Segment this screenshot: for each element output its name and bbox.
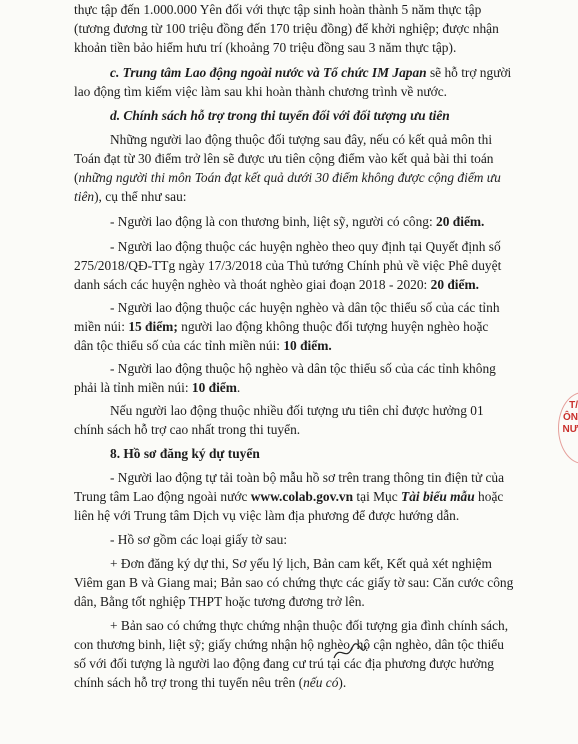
text-run: dân, Bằng tốt nghiệp THPT hoặc tương đương trở lên. <box>74 594 365 609</box>
text-run: con thương binh, liệt sỹ; giấy chứng nhận hộ nghèo, hộ cận nghèo, dân tộc thiểu <box>74 637 504 652</box>
text-line <box>74 507 459 525</box>
text-run: d. Chính sách hỗ trợ trong thi tuyển đối với đối tượng ưu tiên <box>110 108 450 123</box>
text-line <box>74 169 501 187</box>
text-line <box>110 299 500 317</box>
text-run: c. Trung tâm Lao động ngoài nước và Tổ chức IM Japan <box>110 65 427 80</box>
text-line <box>74 150 494 168</box>
signature-mark <box>330 640 370 664</box>
text-line <box>110 445 260 463</box>
text-run: hoặc <box>474 489 504 504</box>
text-line <box>110 213 484 231</box>
text-run: sẽ hỗ trợ người <box>426 65 512 80</box>
text-run: www.colab.gov.vn <box>250 489 354 504</box>
text-run: + Đơn đăng ký dự thi, Sơ yếu lý lịch, Bản cam kết, Kết quả xét nghiệm <box>110 556 492 571</box>
text-line <box>74 39 456 57</box>
text-line <box>74 20 499 38</box>
text-run: số với đối tượng là người lao động đang cư trú tại các địa phương được hưởng <box>74 656 494 671</box>
stamp-text-line: T/ <box>569 400 578 411</box>
text-run: tại Mục <box>353 489 402 504</box>
text-line <box>74 318 488 336</box>
text-run: + Bản sao có chứng thực chứng nhận thuộc đối tượng gia đình chính sách, <box>110 618 509 633</box>
text-run: Những người lao động thuộc đối tượng sau đây, nếu có kết quả môn thi <box>110 132 493 147</box>
text-line <box>110 131 492 149</box>
text-line <box>74 1 481 19</box>
text-run: 20 điểm. <box>430 277 479 292</box>
text-line <box>110 360 496 378</box>
text-line <box>110 107 450 125</box>
text-line <box>110 402 484 420</box>
text-run: Tài biểu mẫu <box>401 489 475 504</box>
text-run: những người thi môn Toán đạt kết quả dưới 30 điểm không được cộng điểm ưu <box>78 170 501 185</box>
red-stamp-fragment <box>562 400 578 436</box>
text-run: . <box>236 380 241 395</box>
text-line <box>74 488 503 506</box>
text-run: danh sách các huyện nghèo và thoát nghèo giai đoạn 2018 - 2020: <box>74 277 431 292</box>
text-run: Nếu người lao động thuộc nhiều đối tượng ưu tiên chỉ được hưởng 01 <box>110 403 484 418</box>
text-run: dân tộc thiểu số của các tỉnh miền núi: <box>74 338 284 353</box>
text-line <box>74 257 501 275</box>
text-run: liên hệ với Trung tâm Dịch vụ việc làm địa phương để được hướng dẫn. <box>74 508 460 523</box>
text-line <box>74 83 447 101</box>
text-run: lao động tìm kiếm việc làm sau khi hoàn thành chương trình về nước. <box>74 84 448 99</box>
text-run: người lao động không thuộc đối tượng huyện nghèo hoặc <box>177 319 489 334</box>
text-line <box>74 636 504 654</box>
text-run: - Người lao động là con thương binh, liệt sỹ, người có công: <box>110 214 437 229</box>
text-line <box>74 574 513 592</box>
text-line <box>110 531 287 549</box>
text-run: thực tập đến 1.000.000 Yên đối với thực tập sinh hoàn thành 5 năm thực tập <box>74 2 482 17</box>
text-run: Viêm gan B và Giang mai; Bản sao có chứng thực các giấy tờ sau: Căn cước công <box>74 575 514 590</box>
text-line <box>74 593 365 611</box>
text-line <box>74 276 479 294</box>
text-line <box>74 421 300 439</box>
text-run: 15 điểm; <box>128 319 178 334</box>
text-run: ), cụ thể như sau: <box>94 189 187 204</box>
text-run: ( <box>74 170 79 185</box>
text-run: Trung tâm Lao động ngoài nước <box>74 489 251 504</box>
stamp-text-line: NƯ <box>562 424 578 435</box>
text-run: - Người lao động thuộc hộ nghèo và dân tộc thiểu số của các tỉnh không <box>110 361 496 376</box>
text-run: ). <box>338 675 347 690</box>
text-run: - Người lao động tự tải toàn bộ mẫu hồ sơ trên trang thông tin điện tử của <box>110 470 505 485</box>
text-run: 10 điểm <box>191 380 237 395</box>
text-run: tiên <box>74 189 95 204</box>
text-run: 8. Hồ sơ đăng ký dự tuyển <box>110 446 260 461</box>
text-line <box>74 379 240 397</box>
text-line <box>74 337 332 355</box>
text-run: 10 điểm. <box>283 338 332 353</box>
text-line <box>110 64 511 82</box>
text-run: nếu có <box>303 675 339 690</box>
text-run: phải là tỉnh miền núi: <box>74 380 192 395</box>
text-run: Toán đạt từ 30 điểm trở lên sẽ được ưu tiên cộng điểm vào kết quả bài thi toán <box>74 151 494 166</box>
text-run: chính sách hỗ trợ cao nhất trong thi tuyển. <box>74 422 301 437</box>
text-line <box>74 674 346 692</box>
stamp-text-line: ÔN <box>563 412 578 423</box>
text-run: - Người lao động thuộc các huyện nghèo theo quy định tại Quyết định số <box>110 239 501 254</box>
text-run: 275/2018/QĐ-TTg ngày 17/3/2018 của Thủ tướng Chính phủ về việc Phê duyệt <box>74 258 502 273</box>
text-line <box>110 238 501 256</box>
text-line <box>74 655 494 673</box>
text-line <box>110 555 492 573</box>
text-run: 20 điểm. <box>436 214 485 229</box>
text-run: - Người lao động thuộc các huyện nghèo và dân tộc thiểu số của các tỉnh <box>110 300 500 315</box>
text-run: - Hồ sơ gồm các loại giấy tờ sau: <box>110 532 288 547</box>
text-run: (tương đương từ 100 triệu đồng đến 170 triệu đồng) để khởi nghiệp; được nhận <box>74 21 499 36</box>
text-line <box>110 617 508 635</box>
text-run: chính sách hỗ trợ trong thi tuyển nêu trên ( <box>74 675 304 690</box>
text-line <box>110 469 504 487</box>
text-run: miền núi: <box>74 319 129 334</box>
text-line <box>74 188 187 206</box>
text-run: khoản tiền bảo hiểm hưu trí (khoảng 70 triệu đồng sau 3 năm thực tập). <box>74 40 457 55</box>
